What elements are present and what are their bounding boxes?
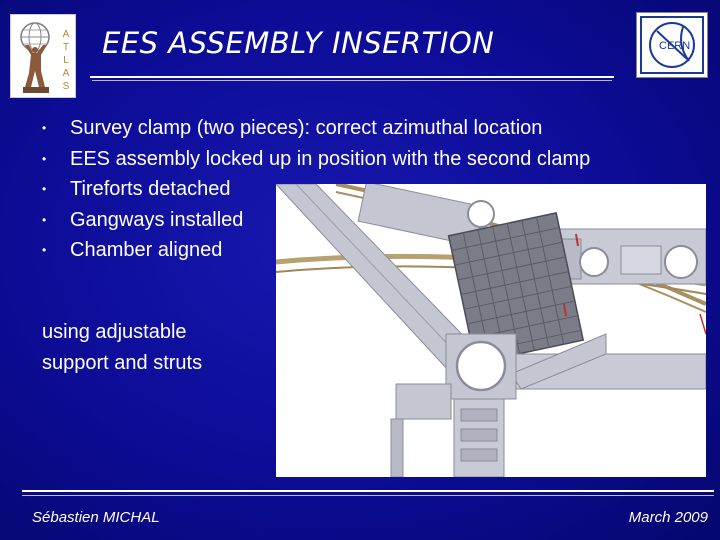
footer-author: Sébastien MICHAL [32,509,160,526]
title-underline [90,76,614,78]
atlas-letter: A [62,68,70,79]
bullet-dot-icon: • [42,151,47,166]
title-underline-thin [92,80,612,81]
atlas-letter: S [62,81,70,92]
slide-title: EES ASSEMBLY INSERTION [102,26,495,60]
footer-date: March 2009 [628,509,708,526]
bullet-item [42,205,642,236]
bullet-dot-icon: • [42,182,47,196]
bullet-dot-icon: • [42,121,47,135]
bullet-item [42,235,642,266]
continuation-line: support and struts [42,351,203,374]
bullet-text: Tireforts detached [70,178,231,200]
bullet-item [42,113,642,144]
footer-rule [22,490,714,492]
cern-logo [636,12,708,78]
atlas-letter: A [62,29,70,40]
bullet-continuation [42,317,202,378]
cern-logo-text: CERN [659,40,691,52]
bullet-dot-icon: • [42,243,47,257]
atlas-letter: T [62,42,70,53]
atlas-letter: L [63,55,69,66]
continuation-line: using adjustable [42,321,187,343]
bullet-text: Gangways installed [70,208,244,231]
bullet-item [42,174,642,205]
bullet-dot-icon: • [42,212,47,227]
bullet-item [42,144,650,175]
bullet-list [42,113,642,266]
atlas-logo [10,14,76,98]
bullet-text: Chamber aligned [70,239,223,261]
footer-rule-thin [22,495,714,496]
bullet-text: Survey clamp (two pieces): correct azimuthal location [70,117,543,139]
bullet-text: EES assembly locked up in position with the second clamp [70,147,591,170]
